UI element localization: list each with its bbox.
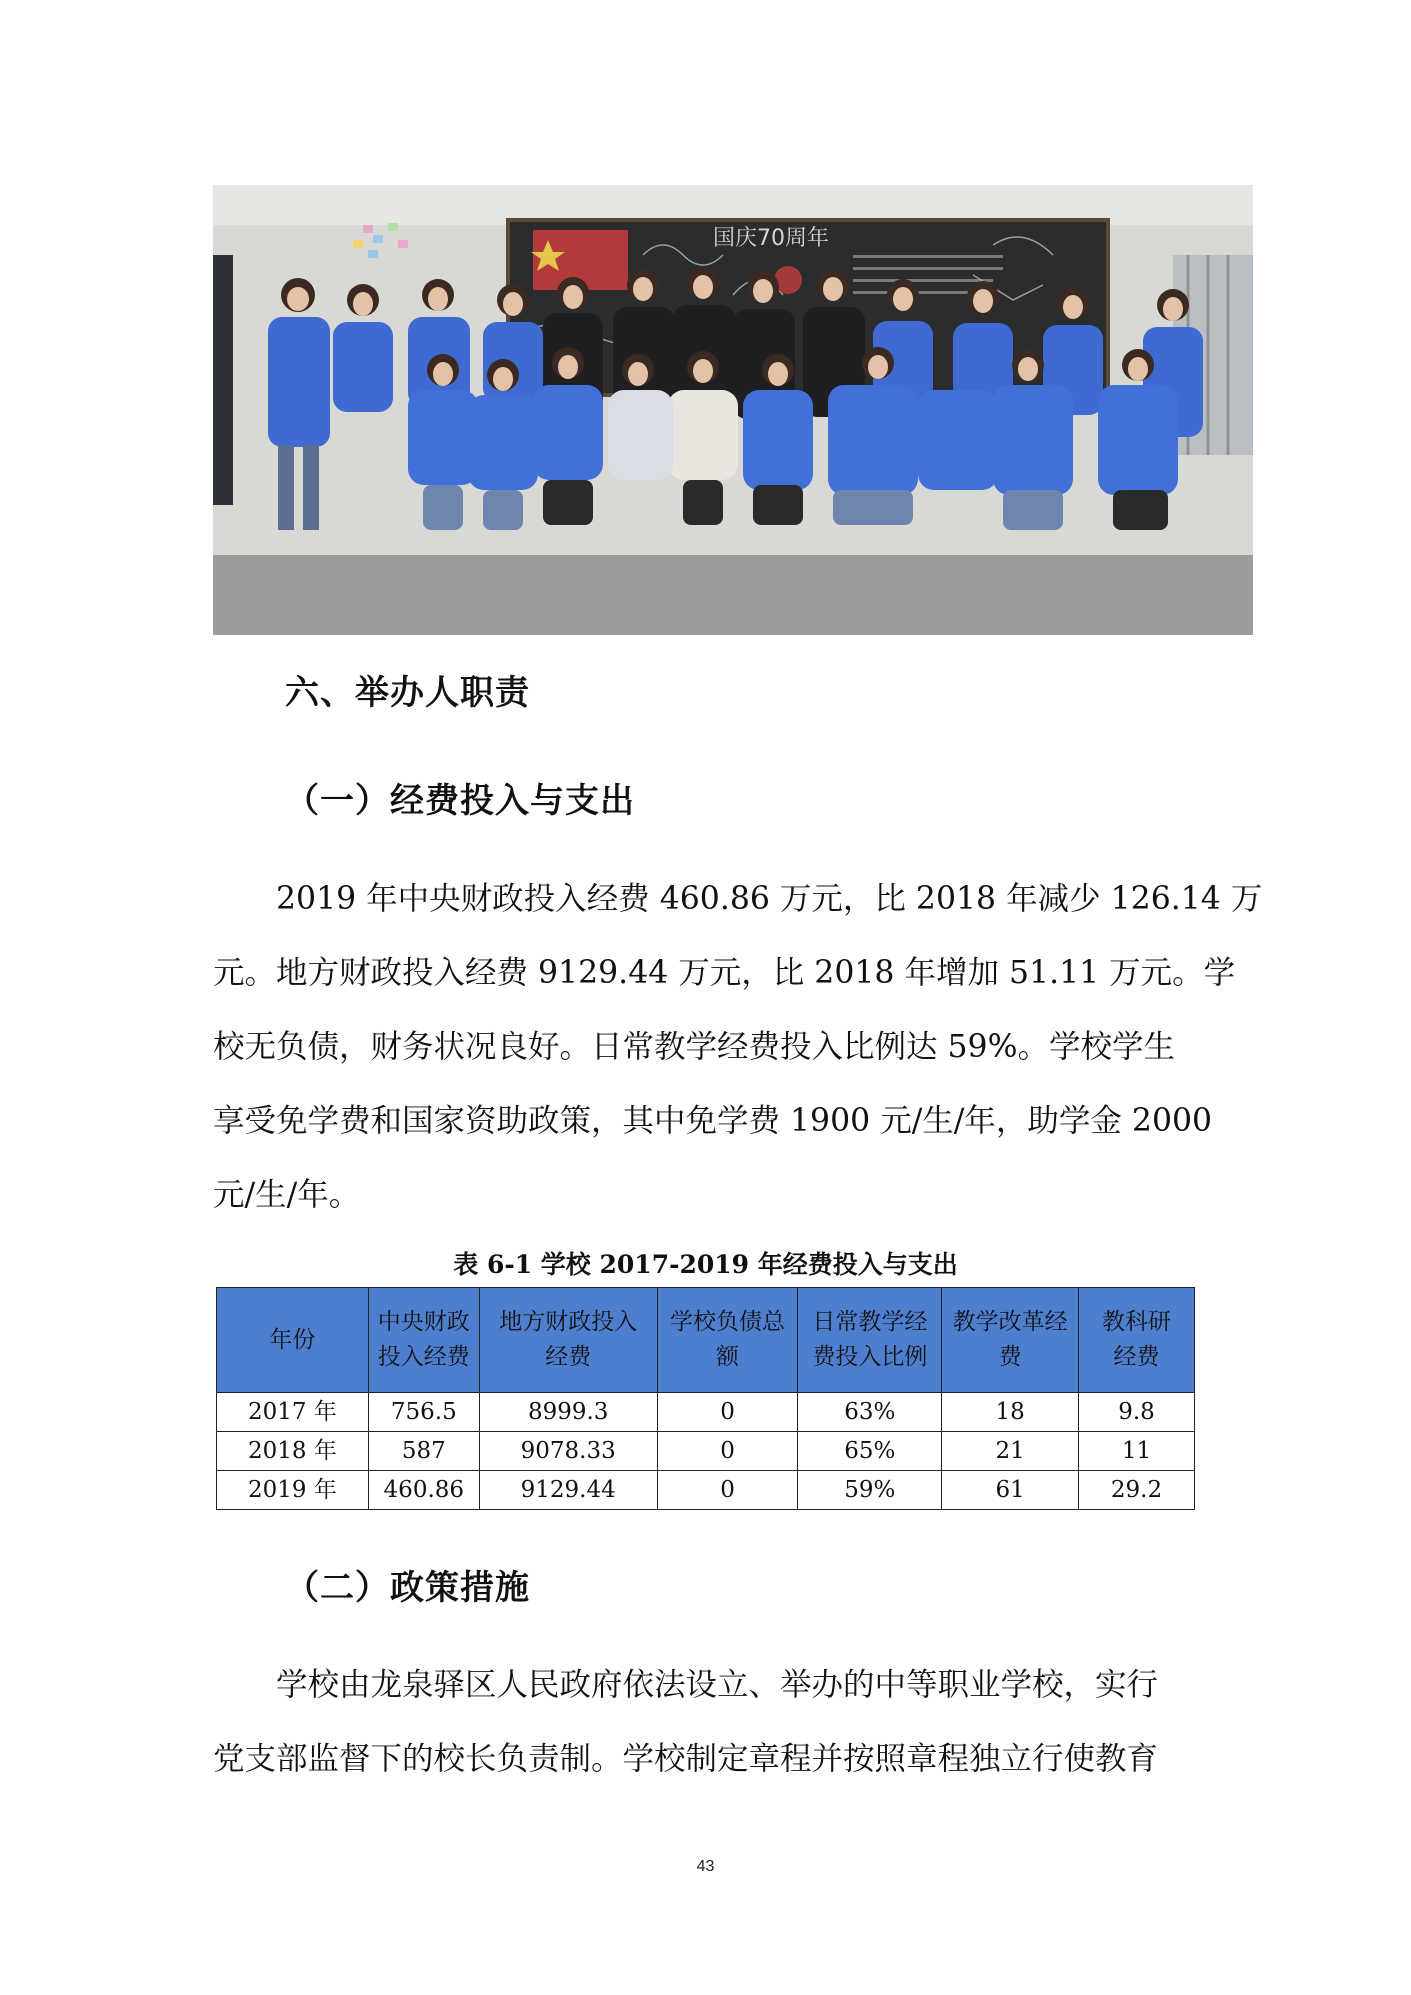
- table-cell: 9129.44: [479, 1471, 657, 1510]
- table-cell: 11: [1079, 1432, 1195, 1471]
- table-cell: 61: [942, 1471, 1079, 1510]
- table-header-row: [217, 1288, 1195, 1393]
- table-header-cell: 中央财政 投入经费: [368, 1288, 479, 1393]
- paragraph-line: 2019 年中央财政投入经费 460.86 万元，比 2018 年减少 126.14 万: [276, 881, 1263, 917]
- table-cell: 21: [942, 1432, 1079, 1471]
- table-cell: 29.2: [1079, 1471, 1195, 1510]
- table-header-cell: 学校负债总 额: [657, 1288, 798, 1393]
- table-cell: 18: [942, 1393, 1079, 1432]
- page-number: 43: [696, 1858, 715, 1875]
- table-header-cell: 教学改革经 费: [942, 1288, 1079, 1393]
- table-cell: 9.8: [1079, 1393, 1195, 1432]
- funding-table: [216, 1287, 1195, 1510]
- table-header-cell: 地方财政投入 经费: [479, 1288, 657, 1393]
- table-cell: 59%: [798, 1471, 942, 1510]
- subsection-heading-policy: （二）政策措施: [285, 1568, 530, 1608]
- table-cell: 8999.3: [479, 1393, 657, 1432]
- table-cell: 9078.33: [479, 1432, 657, 1471]
- table-row: [217, 1432, 1195, 1471]
- table-cell: 0: [657, 1393, 798, 1432]
- paragraph-line: 学校由龙泉驿区人民政府依法设立、举办的中等职业学校，实行: [276, 1667, 1159, 1703]
- table-cell: 587: [368, 1432, 479, 1471]
- paragraph-line: 校无负债，财务状况良好。日常教学经费投入比例达 59%。学校学生: [213, 1029, 1176, 1065]
- paragraph-line: 元。地方财政投入经费 9129.44 万元，比 2018 年增加 51.11 万元。学: [213, 955, 1236, 991]
- table-row: [217, 1393, 1195, 1432]
- table-caption: 表 6-1 学校 2017-2019 年经费投入与支出: [453, 1250, 958, 1279]
- table-cell: 0: [657, 1432, 798, 1471]
- table-cell: 2017 年: [217, 1393, 369, 1432]
- group-photo: [213, 185, 1253, 635]
- blackboard-title: 国庆70周年: [713, 226, 829, 251]
- table-header-cell: 日常教学经 费投入比例: [798, 1288, 942, 1393]
- section-heading: 六、举办人职责: [285, 673, 530, 713]
- paragraph-line: 享受免学费和国家资助政策，其中免学费 1900 元/生/年，助学金 2000: [213, 1103, 1213, 1139]
- table-row: [217, 1471, 1195, 1510]
- table-cell: 2019 年: [217, 1471, 369, 1510]
- table-cell: 0: [657, 1471, 798, 1510]
- table-cell: 2018 年: [217, 1432, 369, 1471]
- table-header-cell: 教科研 经费: [1079, 1288, 1195, 1393]
- paragraph-line: 党支部监督下的校长负责制。学校制定章程并按照章程独立行使教育: [213, 1741, 1159, 1777]
- paragraph-line: 元/生/年。: [213, 1177, 361, 1213]
- table-header-cell: 年份: [217, 1288, 369, 1393]
- table-cell: 460.86: [368, 1471, 479, 1510]
- policy-paragraph: [213, 1648, 1203, 1796]
- subsection-heading-funding: （一）经费投入与支出: [285, 781, 635, 821]
- table-cell: 63%: [798, 1393, 942, 1432]
- table-cell: 65%: [798, 1432, 942, 1471]
- table-cell: 756.5: [368, 1393, 479, 1432]
- funding-paragraph: [213, 862, 1263, 1232]
